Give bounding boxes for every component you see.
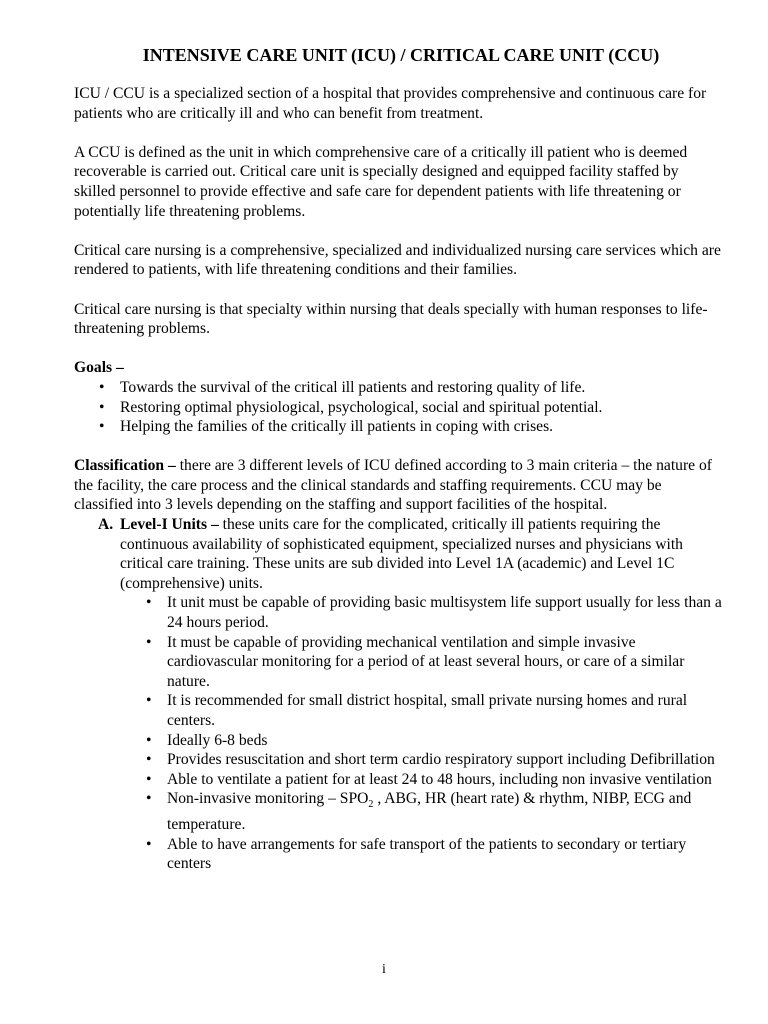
list-item: • Able to have arrangements for safe transport of the patients to secondary or tertiary centers <box>143 835 724 874</box>
list-item: • Provides resuscitation and short term cardio respiratory support including Defibrillation <box>143 750 724 770</box>
spo2-subscript: 2 <box>368 799 374 811</box>
nursing-specialty-paragraph: Critical care nursing is that specialty within nursing that deals specially with human responses to life-threatening problems. <box>74 300 708 338</box>
spo2-text-before: Non-invasive monitoring – SPO <box>167 790 369 808</box>
page-title: INTENSIVE CARE UNIT (ICU) / CRITICAL CARE UNIT (CCU) <box>142 45 660 65</box>
classification-text: there are 3 different levels of ICU defined according to 3 main criteria – the nature of the facility, the care process and the clinical standards and staffing requirements. CCU may be classified into 3 levels depending on the staffing and support facilities of the hospital. <box>74 457 712 514</box>
level-1-title: Level-I Units – <box>120 516 219 534</box>
list-item: • Towards the survival of the critical ill patients and restoring quality of life. <box>96 378 724 398</box>
goals-list <box>96 378 724 437</box>
list-item: • It must be capable of providing mechanical ventilation and simple invasive cardiovascular monitoring for a period of at least several hours, or care of a similar nature. <box>143 633 724 692</box>
level-1-criteria-list <box>143 593 724 873</box>
level-1-marker: A. <box>98 516 114 534</box>
classification-paragraph <box>74 456 724 515</box>
classification-heading: Classification – <box>74 457 176 475</box>
list-item: • It unit must be capable of providing basic multisystem life support usually for less than a 24 hours period. <box>143 593 724 632</box>
document-page <box>74 44 724 874</box>
list-item: • Able to ventilate a patient for at least 24 to 48 hours, including non invasive ventilation <box>143 770 724 790</box>
critical-care-nursing-paragraph: Critical care nursing is a comprehensive, specialized and individualized nursing care services which are rendered to patients, with life threatening conditions and their families. <box>74 241 721 279</box>
spo2-text-after: , ABG, HR (heart rate) & rhythm, NIBP, ECG and temperature. <box>167 790 692 834</box>
list-item: • Restoring optimal physiological, psychological, social and spiritual potential. <box>96 398 724 418</box>
level-1-section <box>74 515 724 593</box>
page-number: i <box>382 962 386 977</box>
ccu-definition-paragraph: A CCU is defined as the unit in which comprehensive care of a critically ill patient who is deemed recoverable is carried out. Critical care unit is specially designed and equipped facility staffed by skilled personnel to provide effective and safe care for dependent patients with life threatening or potentially life threatening problems. <box>74 143 688 220</box>
level-1-text: these units care for the complicated, critically ill patients requiring the continuous availability of sophisticated equipment, specialized nurses and physicians with critical care training. These units are sub divided into Level 1A (academic) and Level 1C (comprehensive) units. <box>120 516 683 592</box>
intro-paragraph: ICU / CCU is a specialized section of a hospital that provides comprehensive and continuous care for patients who are critically ill and who can benefit from treatment. <box>74 85 707 122</box>
list-item: • Helping the families of the critically ill patients in coping with crises. <box>96 417 724 437</box>
list-item <box>143 789 724 834</box>
goals-heading: Goals – <box>74 359 124 377</box>
list-item: • It is recommended for small district hospital, small private nursing homes and rural centers. <box>143 691 724 730</box>
list-item: • Ideally 6-8 beds <box>143 731 724 751</box>
